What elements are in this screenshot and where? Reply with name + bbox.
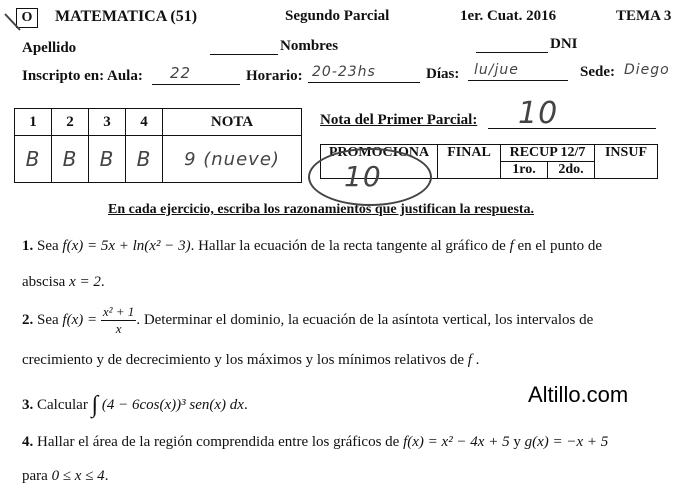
formula: f xyxy=(509,238,514,254)
exam-name: Segundo Parcial xyxy=(285,8,390,24)
aula-line xyxy=(152,84,240,85)
sede-label: Sede: xyxy=(580,64,615,80)
apellido-label: Apellido xyxy=(22,40,77,56)
grade-header: 1 xyxy=(15,109,52,136)
grade-value: B xyxy=(52,136,89,183)
horario-label: Horario: xyxy=(246,68,303,84)
question-text: abscisa xyxy=(22,274,66,290)
question-number: 3. xyxy=(22,396,34,413)
fraction-numerator: x² + 1 xyxy=(102,304,135,319)
recup-1ro: 1ro. xyxy=(501,162,548,179)
primer-parcial-label: Nota del Primer Parcial: xyxy=(320,112,478,128)
question-number: 2. xyxy=(22,311,34,328)
question-text: en el punto de xyxy=(517,238,603,254)
formula: (4 − 6cos(x))³ sen(x) dx xyxy=(101,396,244,413)
primer-parcial-value: 10 xyxy=(518,96,559,131)
question-text: . xyxy=(100,274,105,290)
formula: x = 2 xyxy=(69,274,101,290)
question-text: crecimiento y de decrecimiento y los máximos y los mínimos relativos de xyxy=(22,352,464,368)
integral-sign: ∫ xyxy=(91,392,99,418)
promociona-header: PROMOCIONA xyxy=(321,145,438,179)
question-text: . Hallar la ecuación de la recta tangente al gráfico de xyxy=(190,238,506,254)
question-text: . xyxy=(104,468,109,484)
horario-line xyxy=(308,82,420,83)
grade-header: 2 xyxy=(52,109,89,136)
grades-table xyxy=(14,108,302,183)
question-text: Hallar el área de la región comprendida entre los gráficos de xyxy=(37,434,400,450)
primer-parcial-line xyxy=(488,128,656,129)
watermark: Altillo.com xyxy=(528,382,629,407)
question-4-line-2 xyxy=(22,468,108,485)
question-text: Sea xyxy=(37,311,59,328)
insuf-header: INSUF xyxy=(595,145,658,179)
question-1-line-2 xyxy=(22,274,105,291)
recup-header: RECUP 12/7 xyxy=(501,145,595,162)
apellido-line xyxy=(210,54,278,55)
grade-value: B xyxy=(15,136,52,183)
horario-value: 20-23hs xyxy=(312,64,376,80)
final-header: FINAL xyxy=(438,145,501,179)
aula-value: 22 xyxy=(170,64,192,82)
question-text: Calcular xyxy=(37,396,88,413)
term-label: 1er. Cuat. 2016 xyxy=(460,8,557,24)
question-number: 1. xyxy=(22,238,34,254)
question-text: para xyxy=(22,468,48,484)
sede-value: Diego xyxy=(624,62,670,78)
dias-line xyxy=(468,80,568,81)
formula: f(x) = xyxy=(62,311,98,328)
grades-header-row xyxy=(15,109,302,136)
question-text: . Determinar el dominio, la ecuación de la asíntota vertical, los intervalos de xyxy=(136,311,594,328)
recup-2do: 2do. xyxy=(548,162,595,179)
nombres-label: Nombres xyxy=(280,38,339,54)
grade-value: B xyxy=(126,136,163,183)
inscripto-label: Inscripto en: Aula: xyxy=(22,68,143,84)
nota-header: NOTA xyxy=(163,109,302,136)
question-2-line-2 xyxy=(22,352,479,369)
question-4 xyxy=(22,434,608,451)
promocion-value: 10 xyxy=(344,160,382,193)
dias-label: Días: xyxy=(426,66,460,82)
grade-value: B xyxy=(89,136,126,183)
grade-header: 4 xyxy=(126,109,163,136)
formula: f(x) = 5x + ln(x² − 3) xyxy=(62,238,191,254)
grades-value-row xyxy=(15,136,302,183)
question-text: . xyxy=(475,352,480,368)
instruction-text: En cada ejercicio, escriba los razonamientos que justifican la respuesta. xyxy=(108,202,535,217)
formula: f xyxy=(467,352,472,368)
check-mark-icon xyxy=(2,10,24,39)
course-title: MATEMATICA (51) xyxy=(55,8,198,25)
question-text: . xyxy=(243,396,248,413)
fraction-denominator: x xyxy=(115,321,122,336)
question-2 xyxy=(22,304,593,337)
question-text: Sea xyxy=(37,238,59,254)
formula: f(x) = x² − 4x + 5 xyxy=(403,434,510,450)
question-1 xyxy=(22,238,602,255)
question-number: 4. xyxy=(22,434,34,450)
grade-header: 3 xyxy=(89,109,126,136)
form-checkbox: O xyxy=(16,8,38,28)
dias-value: lu/jue xyxy=(474,62,519,78)
question-text: y xyxy=(513,434,521,450)
formula: g(x) = −x + 5 xyxy=(524,434,609,450)
question-3 xyxy=(22,392,248,419)
fraction xyxy=(101,304,136,337)
formula: 0 ≤ x ≤ 4 xyxy=(51,468,105,484)
nombres-line xyxy=(476,52,548,53)
nota-value: 9 (nueve) xyxy=(163,136,302,183)
tema-label: TEMA 3 xyxy=(616,8,672,24)
dni-label: DNI xyxy=(550,36,578,52)
